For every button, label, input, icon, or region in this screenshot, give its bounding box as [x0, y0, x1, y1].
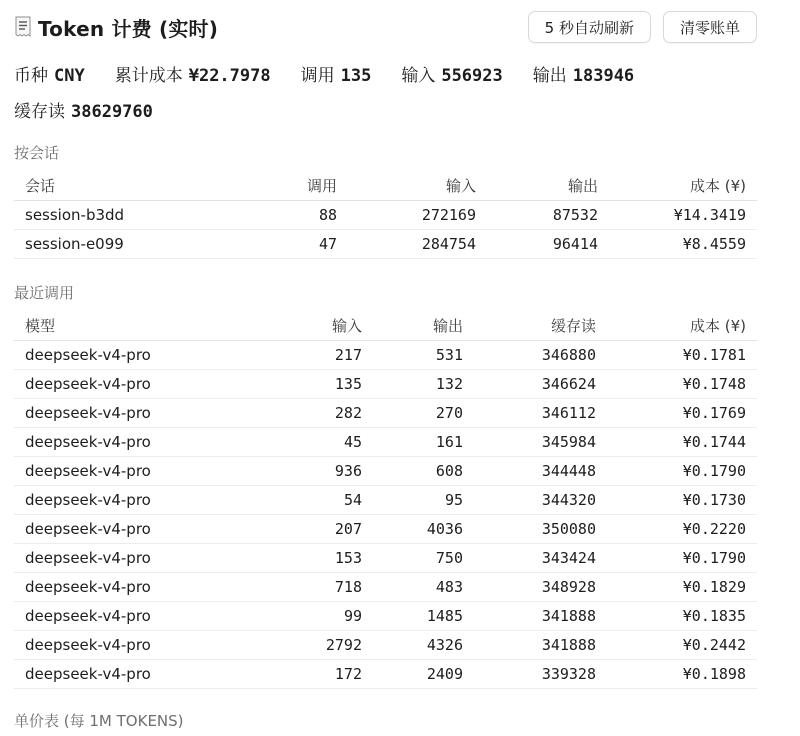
- cell-output: 132: [373, 370, 474, 399]
- table-row: [14, 230, 757, 259]
- header-actions: [528, 11, 757, 43]
- stat-label: 调用: [300, 66, 335, 86]
- section-title-recent-calls: 最近调用: [14, 284, 75, 302]
- cell-output: 1485: [373, 602, 474, 631]
- cell-output: 4036: [373, 515, 474, 544]
- table-row: [14, 428, 757, 457]
- table-row: [14, 201, 757, 230]
- table-row: [14, 660, 757, 689]
- cell-output: 87532: [487, 201, 609, 230]
- stat-output: [533, 58, 634, 94]
- cell-cost: ¥0.2442: [607, 631, 757, 660]
- cell-cost: ¥14.3419: [609, 201, 757, 230]
- cell-output: 4326: [373, 631, 474, 660]
- receipt-icon: [14, 16, 32, 38]
- column-header: 输入: [256, 311, 373, 341]
- cell-cost: ¥0.1744: [607, 428, 757, 457]
- cell-output: 95: [373, 486, 474, 515]
- cell-cache-read: 344448: [474, 457, 607, 486]
- stat-total-cost: [115, 58, 271, 94]
- cell-input: 217: [256, 341, 373, 370]
- table-header-row: [14, 171, 757, 201]
- cell-input: 54: [256, 486, 373, 515]
- recent-calls-body: [14, 341, 757, 689]
- table-row: [14, 457, 757, 486]
- cell-session: session-e099: [14, 230, 236, 259]
- header: [14, 10, 757, 44]
- table-row: [14, 544, 757, 573]
- summary-stats: [14, 58, 760, 130]
- column-header: 输入: [348, 171, 487, 201]
- cell-output: 483: [373, 573, 474, 602]
- stat-value: ¥22.7978: [188, 66, 271, 86]
- column-header: 缓存读: [474, 311, 607, 341]
- stat-currency: [14, 58, 85, 94]
- cell-cost: ¥0.1835: [607, 602, 757, 631]
- cell-calls: 88: [236, 201, 348, 230]
- cell-cache-read: 343424: [474, 544, 607, 573]
- cell-cache-read: 345984: [474, 428, 607, 457]
- cell-input: 135: [256, 370, 373, 399]
- cell-input: 172: [256, 660, 373, 689]
- table-row: [14, 602, 757, 631]
- stat-label: 缓存读: [14, 102, 65, 122]
- cell-input: 284754: [348, 230, 487, 259]
- cell-cache-read: 341888: [474, 602, 607, 631]
- cell-cost: ¥0.1829: [607, 573, 757, 602]
- stat-value: CNY: [54, 66, 85, 86]
- cell-model: deepseek-v4-pro: [14, 660, 256, 689]
- stat-label: 币种: [14, 66, 48, 86]
- table-row: [14, 573, 757, 602]
- cell-cache-read: 348928: [474, 573, 607, 602]
- cell-cache-read: 339328: [474, 660, 607, 689]
- cell-cost: ¥0.1769: [607, 399, 757, 428]
- cell-model: deepseek-v4-pro: [14, 544, 256, 573]
- cell-model: deepseek-v4-pro: [14, 370, 256, 399]
- table-header-row: [14, 311, 757, 341]
- cell-output: 2409: [373, 660, 474, 689]
- cell-cost: ¥8.4559: [609, 230, 757, 259]
- cell-model: deepseek-v4-pro: [14, 602, 256, 631]
- cell-input: 153: [256, 544, 373, 573]
- cell-model: deepseek-v4-pro: [14, 399, 256, 428]
- cell-input: 272169: [348, 201, 487, 230]
- cell-input: 718: [256, 573, 373, 602]
- stat-label: 输出: [532, 66, 567, 86]
- section-title-by-session: 按会话: [14, 144, 60, 162]
- cell-cache-read: 350080: [474, 515, 607, 544]
- cell-cost: ¥0.1748: [607, 370, 757, 399]
- cell-cost: ¥0.1790: [607, 544, 757, 573]
- cell-model: deepseek-v4-pro: [14, 457, 256, 486]
- column-header: 模型: [14, 311, 256, 341]
- cell-cost: ¥0.1730: [607, 486, 757, 515]
- cell-cost: ¥0.1790: [607, 457, 757, 486]
- stat-value: 556923: [441, 66, 503, 86]
- table-row: [14, 631, 757, 660]
- cell-session: session-b3dd: [14, 201, 236, 230]
- cell-calls: 47: [236, 230, 348, 259]
- column-header: 调用: [236, 171, 348, 201]
- cell-output: 608: [373, 457, 474, 486]
- cell-input: 2792: [256, 631, 373, 660]
- cell-model: deepseek-v4-pro: [14, 631, 256, 660]
- cell-input: 99: [256, 602, 373, 631]
- recent-calls-table: [14, 311, 757, 689]
- stat-input: [401, 58, 502, 94]
- cell-output: 270: [373, 399, 474, 428]
- cell-input: 936: [256, 457, 373, 486]
- cell-output: 750: [373, 544, 474, 573]
- cell-cache-read: 346880: [474, 341, 607, 370]
- stat-calls: [301, 58, 372, 94]
- stat-value: 135: [340, 66, 372, 86]
- cell-model: deepseek-v4-pro: [14, 428, 256, 457]
- table-row: [14, 399, 757, 428]
- cell-cache-read: 344320: [474, 486, 607, 515]
- cell-model: deepseek-v4-pro: [14, 486, 256, 515]
- cell-model: deepseek-v4-pro: [14, 573, 256, 602]
- auto-refresh-button[interactable]: 5 秒自动刷新: [528, 11, 651, 43]
- table-row: [14, 370, 757, 399]
- cell-cost: ¥0.1781: [607, 341, 757, 370]
- cell-cost: ¥0.1898: [607, 660, 757, 689]
- cell-model: deepseek-v4-pro: [14, 341, 256, 370]
- cell-output: 96414: [487, 230, 609, 259]
- cell-output: 531: [373, 341, 474, 370]
- column-header: 输出: [487, 171, 609, 201]
- title-wrap: [14, 13, 218, 42]
- cell-cache-read: 341888: [474, 631, 607, 660]
- table-row: [14, 341, 757, 370]
- column-header: 输出: [373, 311, 474, 341]
- session-table: [14, 171, 757, 259]
- table-row: [14, 515, 757, 544]
- cell-model: deepseek-v4-pro: [14, 515, 256, 544]
- section-title-price-table: 单价表 (每 1M TOKENS): [14, 712, 184, 730]
- cell-input: 45: [256, 428, 373, 457]
- column-header: 成本 (¥): [609, 171, 757, 201]
- page-title: Token 计费 (实时): [38, 16, 219, 41]
- stat-value: 38629760: [71, 102, 153, 122]
- column-header: 会话: [14, 171, 236, 201]
- cell-output: 161: [373, 428, 474, 457]
- clear-bill-button[interactable]: 清零账单: [663, 11, 757, 43]
- cell-input: 207: [256, 515, 373, 544]
- table-row: [14, 486, 757, 515]
- stat-label: 输入: [401, 66, 436, 86]
- cell-cost: ¥0.2220: [607, 515, 757, 544]
- cell-cache-read: 346112: [474, 399, 607, 428]
- stat-cache-read: [14, 94, 153, 130]
- stat-label: 累计成本: [114, 66, 183, 86]
- cell-cache-read: 346624: [474, 370, 607, 399]
- cell-input: 282: [256, 399, 373, 428]
- column-header: 成本 (¥): [607, 311, 757, 341]
- stat-value: 183946: [572, 66, 635, 86]
